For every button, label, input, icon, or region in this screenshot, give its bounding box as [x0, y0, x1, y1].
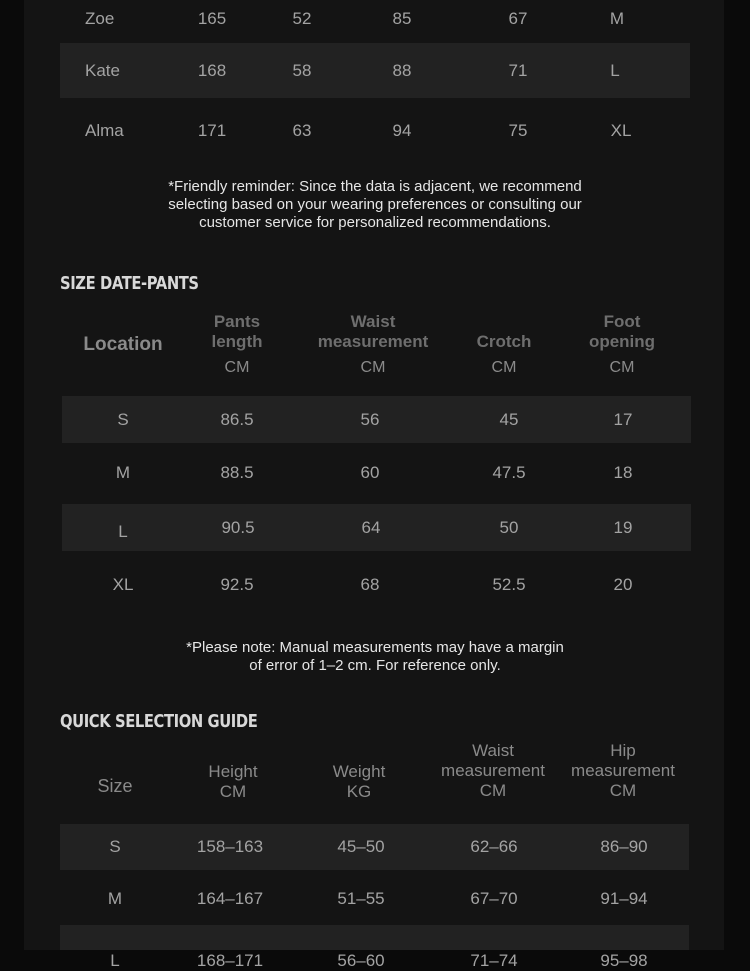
size-header: Size — [97, 776, 133, 796]
table-row — [62, 504, 691, 551]
pants-length-header: Pants length CM — [211, 312, 263, 376]
pants-waist: 56 — [360, 409, 380, 429]
guide-size: S — [109, 837, 121, 856]
guide-height: 158–163 — [196, 837, 264, 856]
model-waist: 75 — [508, 121, 528, 140]
guide-hip: 91–94 — [600, 889, 648, 908]
guide-size: M — [107, 889, 123, 908]
pants-foot: 17 — [613, 409, 633, 429]
weight-header: Weight KG — [332, 762, 386, 801]
model-name: Kate — [85, 60, 120, 80]
guide-section-title: QUICK SELECTION GUIDE — [60, 711, 258, 732]
reminder-line: selecting based on your wearing preferences or consulting our — [168, 196, 582, 213]
model-weight: 63 — [292, 121, 312, 140]
table-row — [60, 104, 690, 158]
waist-header: Waist measurement CM — [317, 312, 429, 376]
guide-size: L — [110, 951, 120, 970]
waist-measurement-header: Waist measurement CM — [441, 741, 545, 800]
measurement-note — [0, 639, 750, 675]
guide-waist: 67–70 — [470, 889, 518, 908]
table-row — [60, 43, 690, 98]
guide-waist: 62–66 — [470, 837, 518, 856]
pants-foot: 20 — [613, 574, 633, 594]
table-row — [60, 0, 690, 46]
friendly-reminder — [0, 178, 750, 232]
guide-weight: 56–60 — [337, 951, 385, 970]
guide-hip: 86–90 — [600, 837, 648, 856]
location-header: Location — [83, 334, 163, 355]
table-row — [60, 876, 689, 922]
pants-crotch: 47.5 — [492, 462, 526, 482]
reminder-line: customer service for personalized recommendations. — [199, 214, 551, 231]
pants-foot: 18 — [613, 462, 633, 482]
pants-size: XL — [112, 574, 134, 594]
pants-size: L — [118, 522, 128, 542]
hip-measurement-header: Hip measurement CM — [571, 741, 675, 800]
guide-waist: 71–74 — [470, 951, 518, 970]
pants-length: 88.5 — [220, 462, 254, 482]
pants-crotch: 52.5 — [492, 574, 526, 594]
pants-crotch: 50 — [499, 517, 519, 537]
pants-waist: 64 — [361, 517, 381, 537]
table-row — [62, 561, 691, 608]
crotch-header: Crotch CM — [476, 332, 532, 376]
pants-waist: 68 — [360, 574, 380, 594]
height-header: Height CM — [208, 762, 258, 801]
model-name: Zoe — [85, 9, 115, 28]
reminder-line: *Friendly reminder: Since the data is adjacent, we recommend — [168, 178, 582, 195]
table-row — [62, 396, 691, 443]
note-line: *Please note: Manual measurements may have a margin — [186, 639, 564, 656]
model-height: 171 — [197, 121, 227, 140]
note-line: of error of 1–2 cm. For reference only. — [249, 657, 501, 674]
guide-weight: 51–55 — [337, 889, 385, 908]
table-row — [60, 824, 689, 870]
foot-opening-header: Foot opening CM — [588, 312, 656, 376]
pants-size: S — [117, 409, 129, 429]
model-size: L — [610, 60, 620, 80]
guide-height: 164–167 — [196, 889, 264, 908]
pants-length: 90.5 — [221, 517, 255, 537]
model-name: Alma — [85, 121, 124, 140]
model-size: XL — [610, 121, 632, 140]
model-bust: 88 — [392, 60, 412, 80]
guide-hip: 95–98 — [600, 951, 648, 970]
pants-size: M — [115, 462, 131, 482]
model-weight: 58 — [292, 60, 312, 80]
model-height: 168 — [197, 60, 227, 80]
pants-length: 86.5 — [220, 409, 254, 429]
pants-crotch: 45 — [499, 409, 519, 429]
guide-weight: 45–50 — [337, 837, 385, 856]
table-row — [62, 449, 691, 496]
pants-waist: 60 — [360, 462, 380, 482]
pants-foot: 19 — [613, 517, 633, 537]
model-bust: 94 — [392, 121, 412, 140]
model-height: 165 — [197, 9, 227, 28]
table-row — [60, 925, 689, 970]
model-waist: 71 — [508, 60, 528, 80]
model-bust: 85 — [392, 9, 412, 28]
model-waist: 67 — [508, 9, 528, 28]
model-size: M — [609, 9, 625, 28]
pants-section-title: SIZE DATE-PANTS — [60, 273, 199, 294]
pants-length: 92.5 — [220, 574, 254, 594]
guide-height: 168–171 — [196, 951, 264, 970]
model-weight: 52 — [292, 9, 312, 28]
